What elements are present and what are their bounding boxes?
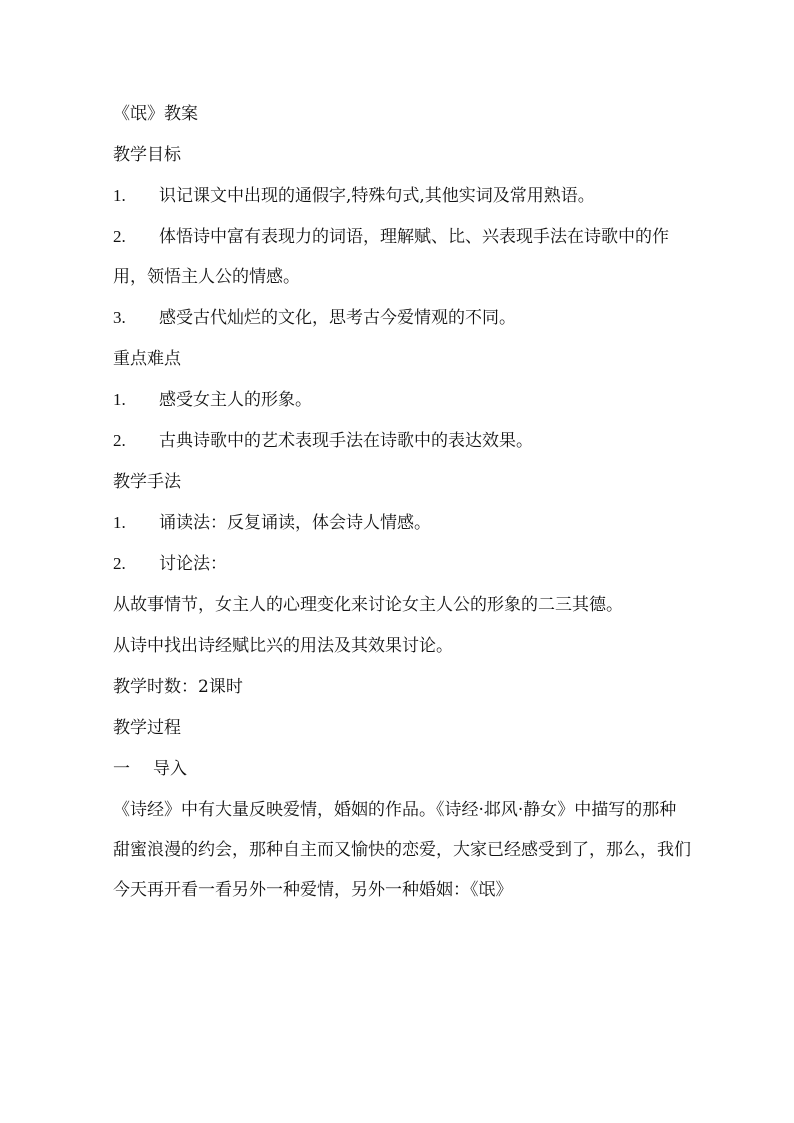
method-item-2	[113, 554, 693, 574]
method-text: 讨论法：	[159, 554, 227, 574]
methods-paragraph-1: 从故事情节，女主人的心理变化来讨论女主人公的形象的二三其德。	[113, 595, 623, 615]
intro-paragraph: 《诗经》中有大量反映爱情，婚姻的作品。《诗经·邶风·静女》中描写的那种甜蜜浪漫的约会，那种自主而又愉快的恋爱，大家已经感受到了，那么，我们今天再开看一看另外一种爱情，另外一种婚姻：《氓》	[113, 800, 691, 900]
key-points-heading: 重点难点	[113, 349, 181, 369]
process-heading: 教学过程	[113, 718, 181, 738]
teaching-hours: 教学时数：2课时	[113, 677, 243, 697]
document-body	[113, 104, 693, 910]
goals-heading: 教学目标	[113, 145, 181, 165]
goal-text: 识记课文中出现的通假字,特殊句式,其他实词及常用熟语。	[159, 186, 595, 206]
goal-text: 体悟诗中富有表现力的词语，理解赋、比、兴表现手法在诗歌中的作用，领悟主人公的情感。	[113, 227, 669, 287]
goal-item-2	[113, 217, 683, 297]
key-point-text: 感受女主人的形象。	[159, 390, 312, 410]
methods-paragraph-2: 从诗中找出诗经赋比兴的用法及其效果讨论。	[113, 636, 453, 656]
process-step-1	[113, 759, 693, 779]
method-number: 2.	[113, 554, 126, 573]
goal-item-1	[113, 186, 693, 206]
method-item-1	[113, 513, 693, 533]
goal-number: 3.	[113, 308, 126, 327]
goal-text: 感受古代灿烂的文化，思考古今爱情观的不同。	[159, 308, 516, 328]
key-point-text: 古典诗歌中的艺术表现手法在诗歌中的表达效果。	[159, 431, 533, 451]
document-title: 《氓》教案	[113, 104, 198, 124]
key-point-item-1	[113, 390, 693, 410]
methods-heading: 教学手法	[113, 472, 181, 492]
method-number: 1.	[113, 513, 126, 532]
key-point-number: 1.	[113, 390, 126, 409]
key-point-number: 2.	[113, 431, 126, 450]
step-number: 一	[113, 759, 130, 778]
goal-item-3	[113, 308, 693, 328]
goal-number: 2.	[113, 227, 126, 246]
step-label: 导入	[153, 759, 187, 779]
key-point-item-2	[113, 431, 693, 451]
method-text: 诵读法：反复诵读，体会诗人情感。	[159, 513, 431, 533]
goal-number: 1.	[113, 186, 126, 205]
